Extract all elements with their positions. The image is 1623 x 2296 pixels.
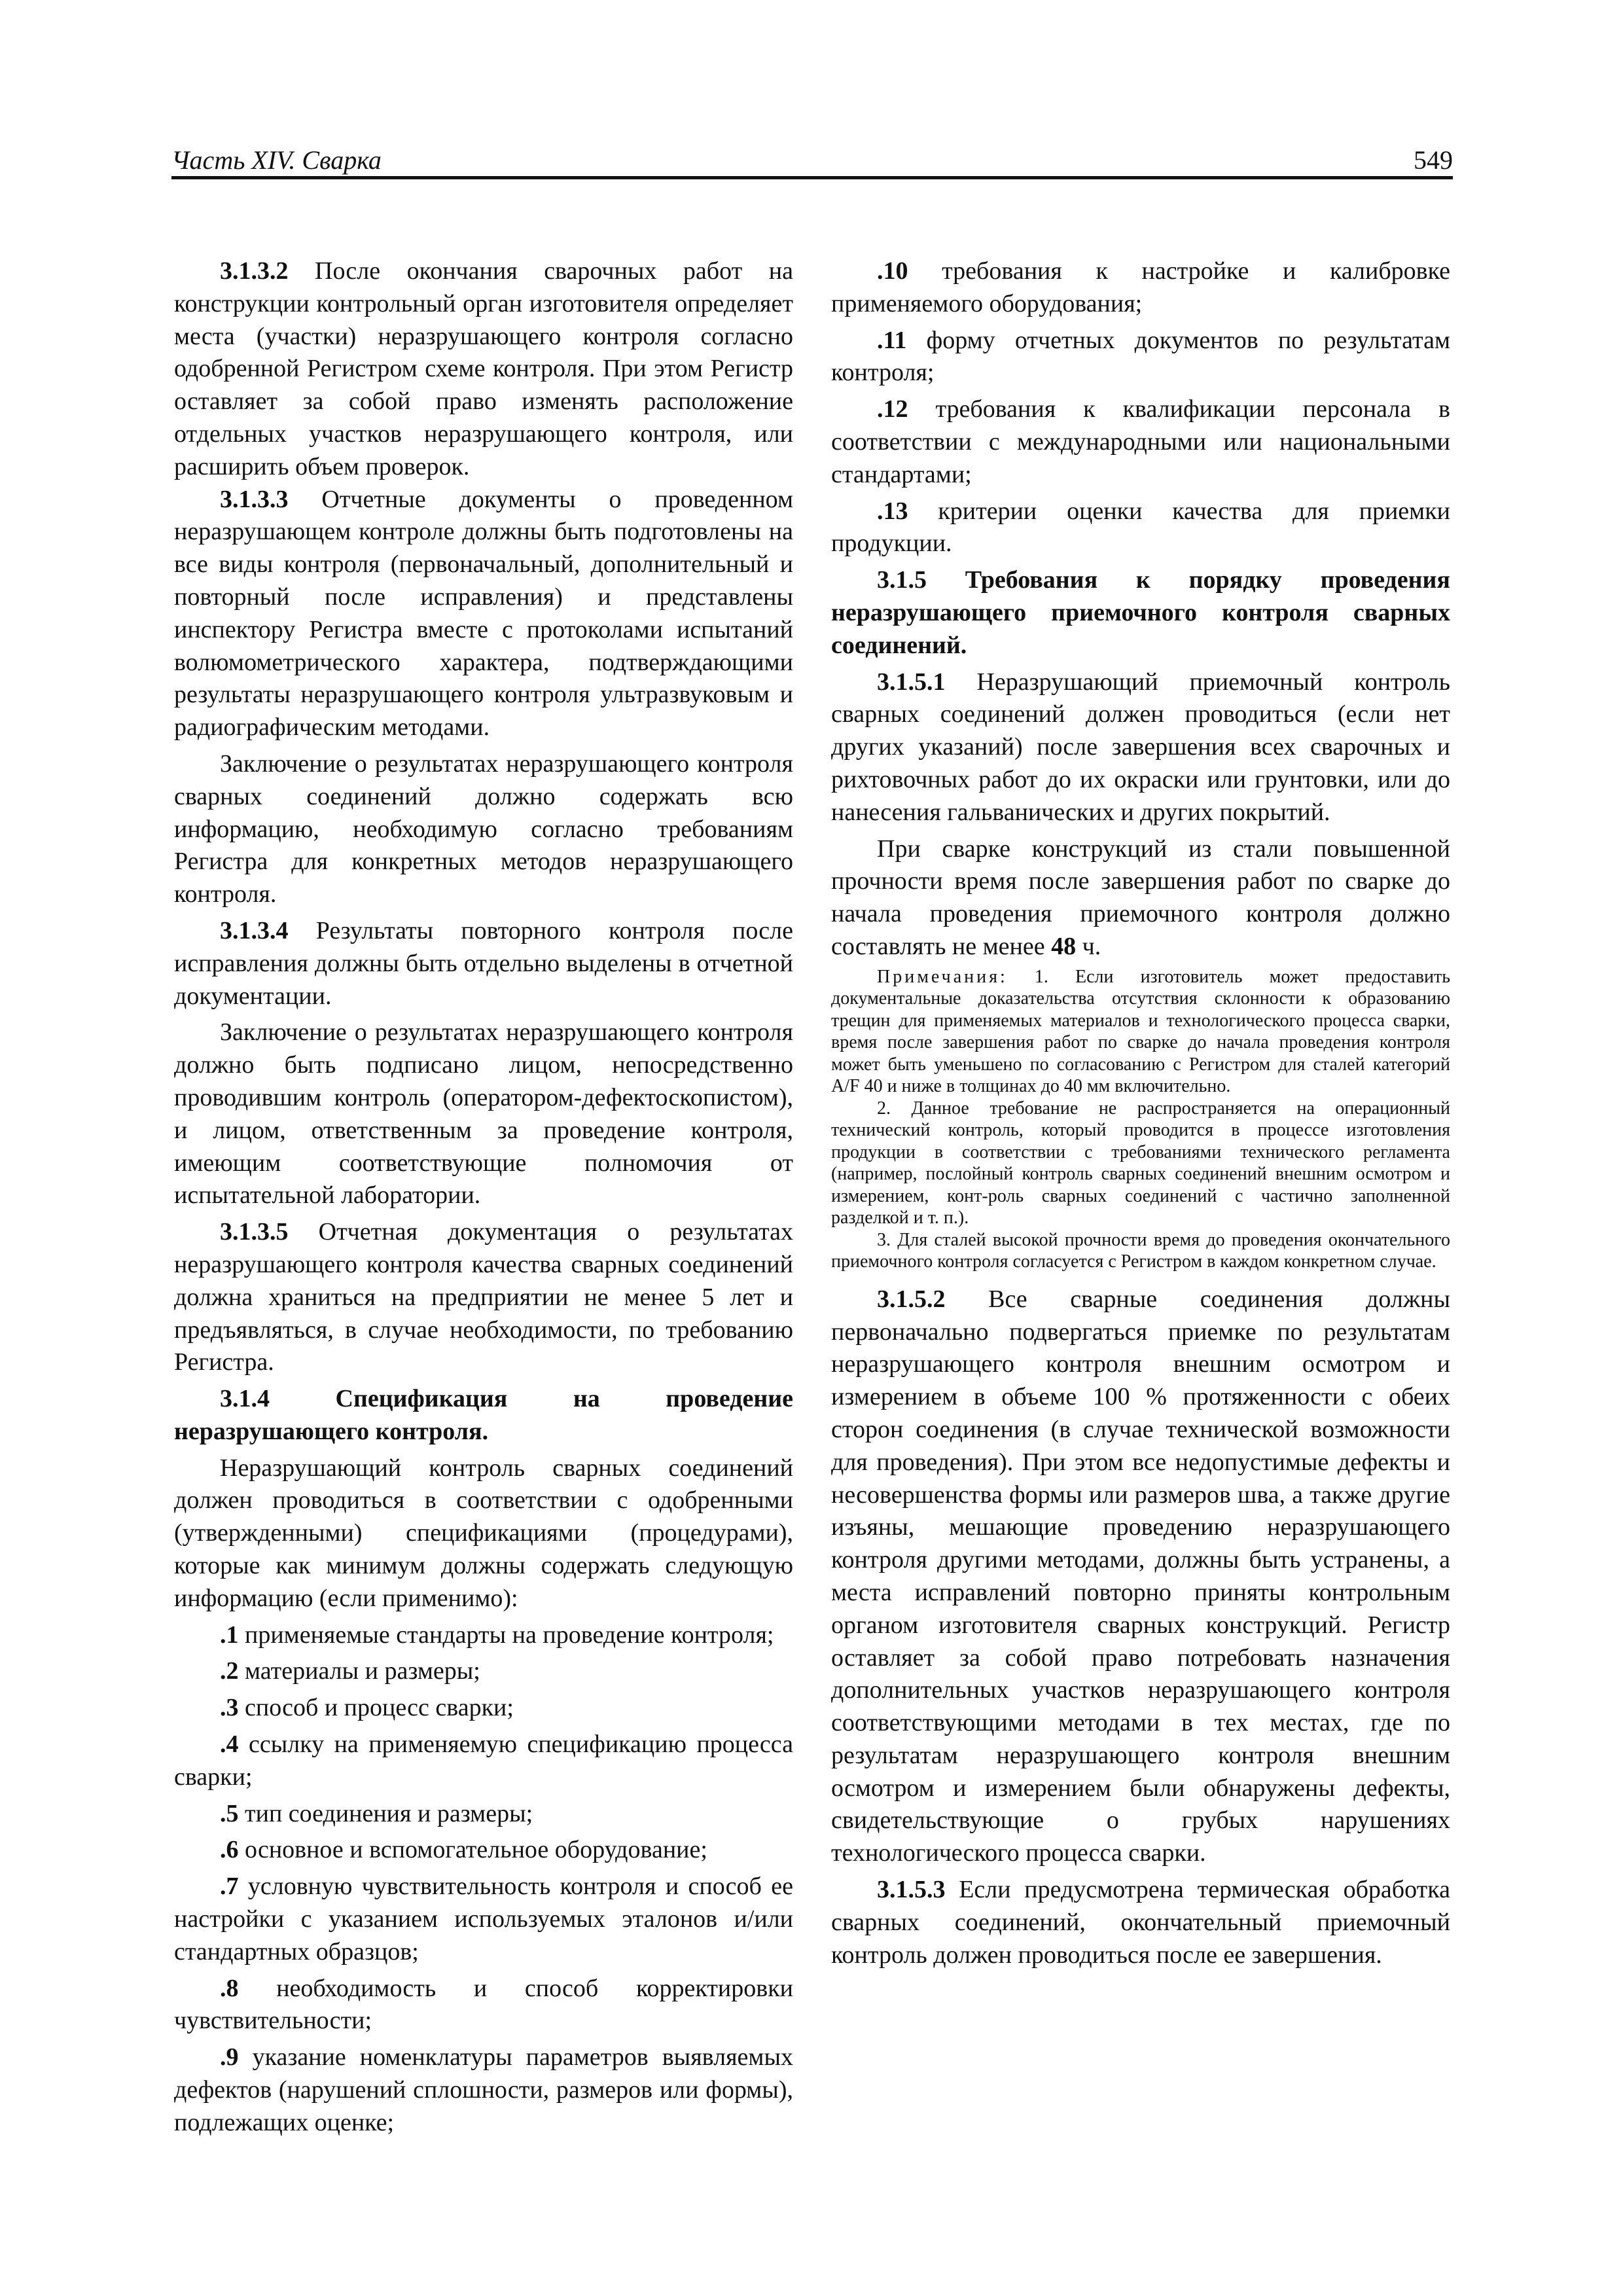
right-column [831,255,1450,1971]
note-1 [831,966,1450,1098]
paragraph-text: ч. [1076,932,1101,960]
list-item-number: .9 [220,2043,239,2072]
list-item-text: применяемые стандарты на проведение контроля; [238,1621,774,1649]
paragraph-3-1-3-4 [174,915,793,1013]
header-rule [171,176,1453,179]
paragraph-3-1-3-2 [174,255,793,484]
list-item-text: требования к квалификации персонала в соответствии с международными или национальными стандартами; [831,395,1450,488]
list-item [831,393,1450,491]
list-item-number: .11 [877,326,907,354]
list-item [174,1692,793,1725]
paragraph-conclusion-content: Заключение о результатах неразрушающего контроля сварных соединений должно содержать всю информацию, необходимую согласно требованиям Регистра для конкретных методов неразрушающего контроля. [174,749,793,908]
paragraph-high-strength-steel [831,833,1450,963]
note-text: 1. Если изготовитель может предоставить документальные доказательства отсутствия склонности к образованию трещин для применяемых материалов и технологического процесса сварки, время после завершения работ по сварке до начала проведения контроля может быть уменьшено по согласованию с Регистром для сталей категорий A/F 40 и ниже в толщинах до 40 мм включительно. [831,966,1450,1097]
clause-number: 3.1.3.3 [220,485,289,513]
list-item [174,1871,793,1968]
list-item [831,255,1450,321]
paragraph-text: Отчетные документы о проведенном неразрушающем контроле должны быть подготовлены на все виды контроля (первоначальный, дополнительный и повторный после исправления) и представлены инспектору Регистра вместе с протоколами испытаний волюмометрического характера, подтверждающими результаты неразрушающего контроля ультразвуковым и радиографическим методами. [174,485,793,742]
running-title: Часть XIV. Сварка [171,145,382,175]
list-item-text: форму отчетных документов по результатам контроля; [831,326,1450,387]
clause-number: 3.1.5.1 [877,668,946,696]
list-item [831,495,1450,561]
list-item [174,1655,793,1688]
list-item-number: .5 [220,1799,239,1827]
list-item-text: указание номенклатуры параметров выявляемых дефектов (нарушений сплошности, размеров или формы), подлежащих оценке; [174,2043,793,2136]
list-item [174,1834,793,1867]
list-item-text: тип соединения и размеры; [238,1799,533,1827]
spacer [831,1273,1450,1283]
list-item-number: .10 [877,257,908,285]
paragraph-text: После окончания сварочных работ на конструкции контрольный орган изготовителя определяет места (участки) неразрушающего контроля согласно одобренной Регистром схеме контроля. При этом Регистр оставляет за собой право изменять расположение отдельных участков неразрушающего контроля, или расширить объем проверок. [174,257,793,480]
list-item-number: .2 [220,1657,239,1685]
note-3: 3. Для сталей высокой прочности время до проведения окончательного приемочного контроля согласуется с Регистром в каждом конкретном случае. [831,1229,1450,1272]
list-item-number: .6 [220,1836,239,1864]
page-number: 549 [1414,145,1453,175]
paragraph-specification-intro: Неразрушающий контроль сварных соединений должен проводиться в соответствии с одобренными (утвержденными) спецификациями (процедурами), которые как минимум должны содержать следующую информацию (если применимо): [174,1454,793,1612]
list-item-text: способ и процесс сварки; [238,1694,514,1722]
paragraph-text: Неразрушающий приемочный контроль сварных соединений должен проводиться (если нет других указаний) после завершения всех сварочных и рихтовочных работ до их окраски или грунтовки, или до нанесения гальванических и других покрытий. [831,668,1450,826]
list-item [174,1973,793,2038]
list-item [174,2041,793,2139]
paragraph-text: При сварке конструкций из стали повышенной прочности время после завершения работ по сварке до начала проведения приемочного контроля должно составлять не менее [831,834,1450,960]
list-item-text: условную чувствительность контроля и способ ее настройки с указанием используемых эталонов и/или стандартных образцов; [174,1873,793,1965]
notes-label: Примечания: [877,966,1008,987]
list-item-number: .7 [220,1873,239,1901]
paragraph-3-1-5-3 [831,1874,1450,1971]
note-2: 2. Данное требование не распространяется на операционный технический контроль, который проводится в процессе изготовления продукции в соответствии с требованиями технического регламента (например, послойный контроль сварных соединений внешним осмотром и измерением, конт-роль сварных соединений с частично заполненной разделкой и т. п.). [831,1098,1450,1229]
clause-number: 3.1.3.5 [220,1218,289,1246]
list-item-number: .1 [220,1621,239,1649]
list-item-text: материалы и размеры; [238,1657,480,1685]
paragraph-3-1-5-1 [831,666,1450,829]
paragraph-text: Отчетная документация о результатах неразрушающего контроля качества сварных соединений должна храниться на предприятии не менее 5 лет и предъявляться, в случае необходимости, по требованию Регистра. [174,1218,793,1376]
paragraph-text: Все сварные соединения должны первоначально подвергаться приемке по результатам неразрушающего контроля внешним осмотром и измерением в объеме 100 % протяженности с обеих сторон соединения (в случае технической возможности для проведения). При этом все недопустимые дефекты и несовершенства формы или размеров шва, а также другие изъяны, мешающие проведению неразрушающего контроля другими методами, должны быть устранены, а места исправлений повторно приняты контрольным органом изготовителя сварных конструкций. Регистр оставляет за собой право потребовать назначения дополнительных участков неразрушающего контроля соответствующими методами в тех местах, где по результатам неразрушающего контроля внешним осмотром и измерением были обнаружены дефекты, свидетельствующие о грубых нарушениях технологического процесса сварки. [831,1285,1450,1867]
list-item [831,325,1450,390]
list-item-number: .13 [877,497,908,525]
hours-value: 48 [1051,932,1077,960]
left-column [174,255,793,2140]
list-item-number: .4 [220,1731,239,1759]
paragraph-conclusion-signature: Заключение о результатах неразрушающего контроля должно быть подписано лицом, непосредственно проводившим контроль (оператором-дефектоскопистом), и лицом, ответственным за проведение контроля, имеющим соответствующие полномочия от испытательной лаборатории. [174,1018,793,1210]
clause-number: 3.1.5.2 [877,1285,946,1313]
section-heading-3-1-4: 3.1.4 Спецификация на проведение неразрушающего контроля. [174,1385,793,1445]
list-item-number: .3 [220,1694,239,1722]
list-item [174,1729,793,1794]
paragraph-text: Если предусмотрена термическая обработка сварных соединений, окончательный приемочный контроль должен проводиться после ее завершения. [831,1876,1450,1969]
list-item-text: необходимость и способ корректировки чувствительности; [174,1974,793,2035]
paragraph-text: Результаты повторного контроля после исправления должны быть отдельно выделены в отчетной документации. [174,916,793,1010]
page-header [171,143,1453,179]
list-item-text: критерии оценки качества для приемки продукции. [831,497,1450,558]
paragraph-3-1-5-2 [831,1283,1450,1870]
paragraph-3-1-3-5 [174,1216,793,1379]
clause-number: 3.1.3.4 [220,916,289,944]
list-item-text: требования к настройке и калибровке применяемого оборудования; [831,257,1450,317]
list-item [174,1619,793,1652]
list-item-number: .12 [877,395,908,423]
list-item-text: основное и вспомогательное оборудование; [238,1836,707,1864]
clause-number: 3.1.5.3 [877,1876,946,1904]
clause-number: 3.1.3.2 [220,257,289,285]
section-heading-3-1-5: 3.1.5 Требования к порядку проведения неразрушающего приемочного контроля сварных соединений. [831,566,1450,659]
list-item-number: .8 [220,1974,239,2002]
list-item-text: ссылку на применяемую спецификацию процесса сварки; [174,1731,793,1791]
paragraph-3-1-3-3 [174,484,793,744]
list-item [174,1798,793,1831]
